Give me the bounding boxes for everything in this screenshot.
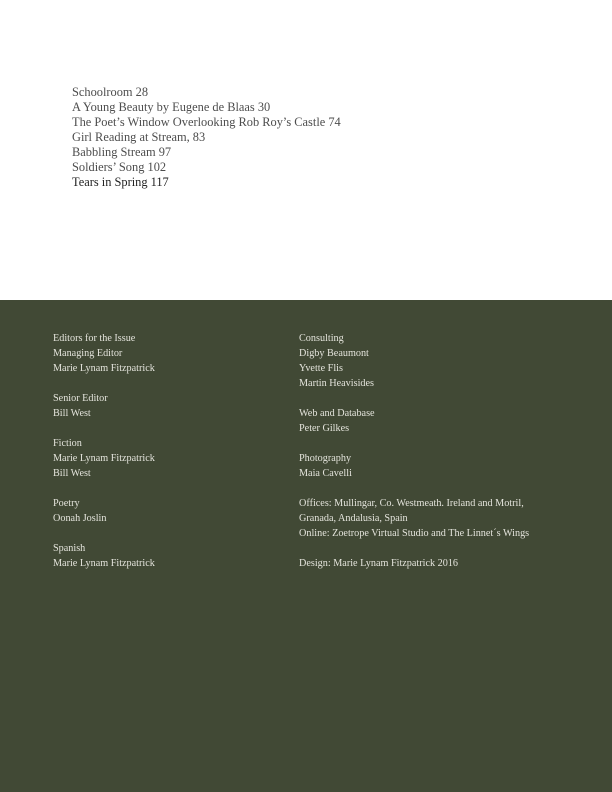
online-line: Online: Zoetrope Virtual Studio and The Linnet´s Wings	[299, 528, 530, 539]
spanish-heading: Spanish	[53, 543, 86, 554]
masthead-panel	[0, 300, 612, 792]
contents-section	[0, 0, 612, 300]
masthead-right-column	[299, 331, 599, 586]
photography-name: Maia Cavelli	[299, 468, 352, 479]
masthead-left-column	[53, 331, 283, 586]
contents-entry: Babbling Stream 97	[72, 145, 172, 159]
poetry-name: Oonah Joslin	[53, 513, 107, 524]
fiction-name: Bill West	[53, 468, 91, 479]
senior-editor-name: Bill West	[53, 408, 91, 419]
consulting-name: Yvette Flis	[299, 363, 343, 374]
web-group	[299, 406, 599, 436]
contents-entry: The Poet’s Window Overlooking Rob Roy’s Castle 74	[72, 115, 341, 129]
design-credit: Design: Marie Lynam Fitzpatrick 2016	[299, 558, 459, 569]
consulting-group	[299, 331, 599, 391]
contents-entry: Tears in Spring 117	[72, 175, 169, 189]
contents-entry: Girl Reading at Stream, 83	[72, 130, 206, 144]
web-name: Peter Gilkes	[299, 423, 350, 434]
managing-editor-name: Marie Lynam Fitzpatrick	[53, 363, 155, 374]
fiction-heading: Fiction	[53, 438, 82, 449]
managing-editor-role: Managing Editor	[53, 348, 123, 359]
fiction-group	[53, 436, 283, 481]
contents-entry: A Young Beauty by Eugene de Blaas 30	[72, 100, 271, 114]
offices-line: Granada, Andalusia, Spain	[299, 513, 408, 524]
contents-entry: Soldiers’ Song 102	[72, 160, 167, 174]
spanish-name: Marie Lynam Fitzpatrick	[53, 558, 155, 569]
photography-group	[299, 451, 599, 481]
consulting-heading: Consulting	[299, 333, 344, 344]
senior-editor-heading: Senior Editor	[53, 393, 108, 404]
design-group	[299, 556, 599, 571]
contents-entry: Schoolroom 28	[72, 85, 149, 99]
poetry-group	[53, 496, 283, 526]
poetry-heading: Poetry	[53, 498, 80, 509]
web-heading: Web and Database	[299, 408, 375, 419]
contents-list	[72, 85, 341, 190]
offices-group	[299, 496, 599, 541]
editors-group	[53, 331, 283, 376]
senior-editor-group	[53, 391, 283, 421]
photography-heading: Photography	[299, 453, 352, 464]
editors-heading: Editors for the Issue	[53, 333, 136, 344]
spanish-group	[53, 541, 283, 571]
fiction-name: Marie Lynam Fitzpatrick	[53, 453, 155, 464]
consulting-name: Martin Heavisides	[299, 378, 374, 389]
consulting-name: Digby Beaumont	[299, 348, 369, 359]
offices-line: Offices: Mullingar, Co. Westmeath. Ireland and Motril,	[299, 498, 524, 509]
